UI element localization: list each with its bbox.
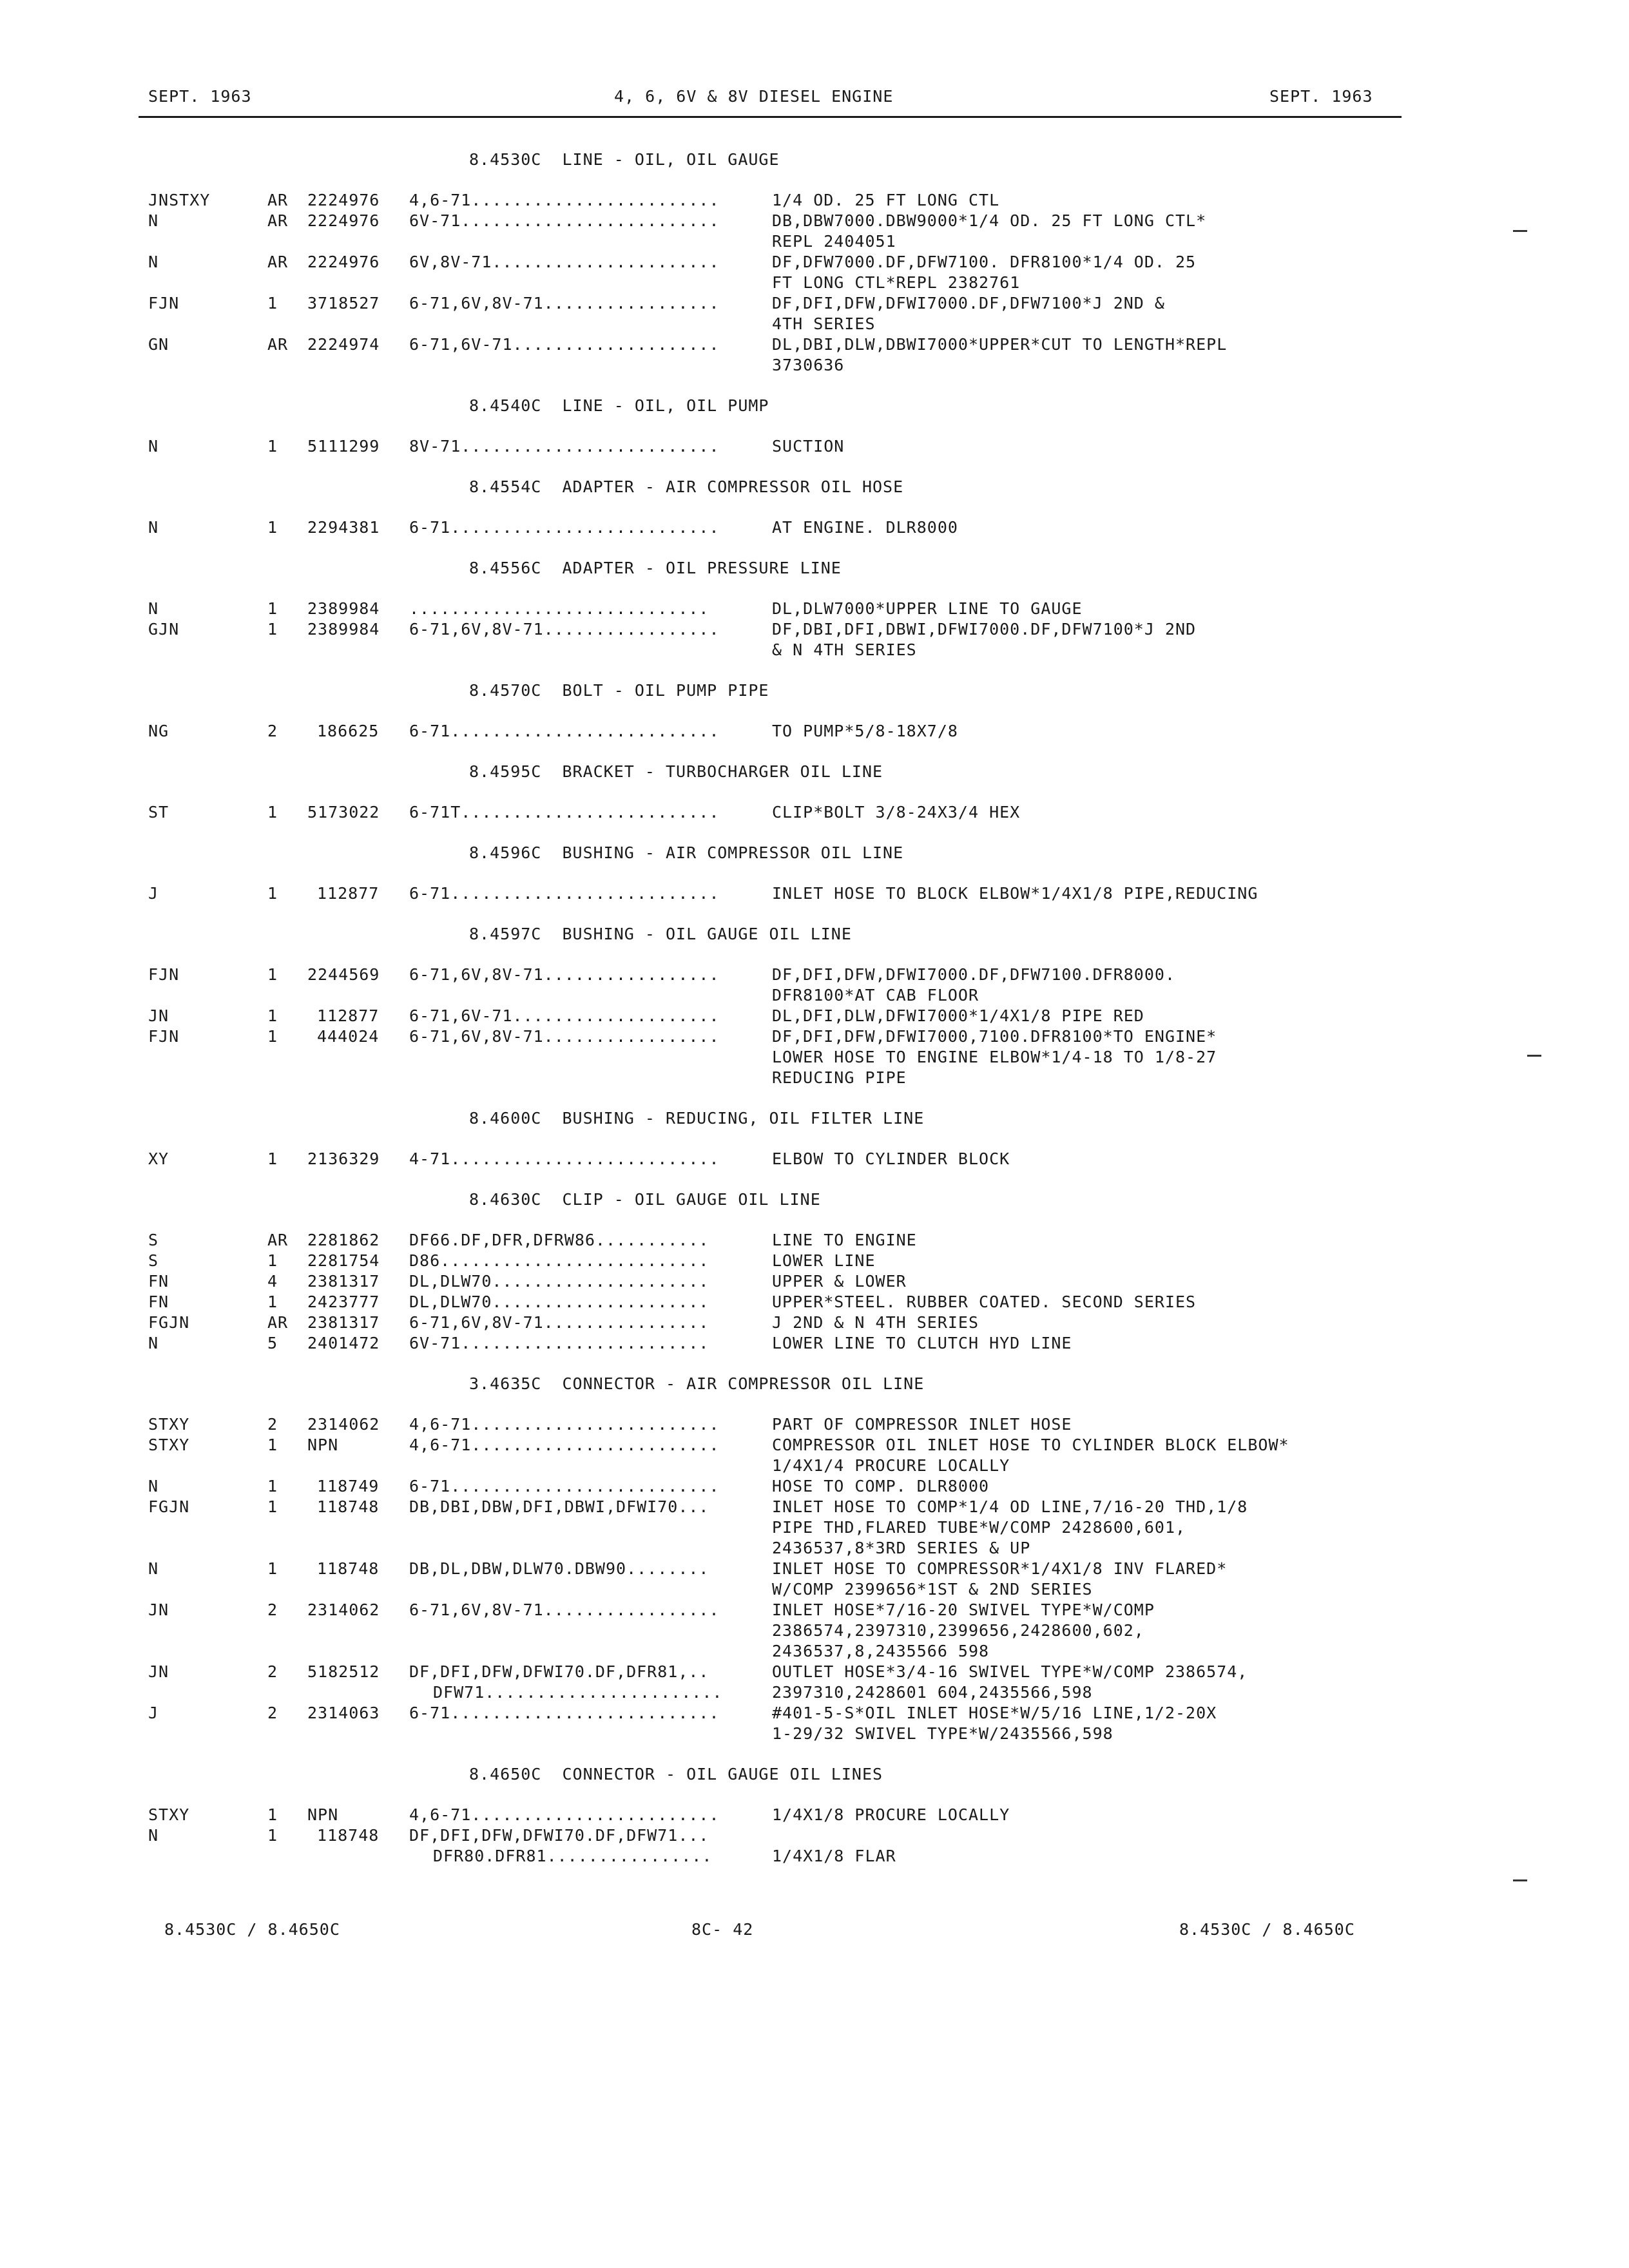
- part-description: OUTLET HOSE*3/4-16 SWIVEL TYPE*W/COMP 2386574,: [772, 1662, 1248, 1681]
- quantity: AR: [267, 253, 289, 271]
- part-number: 2281862: [307, 1231, 380, 1249]
- part-description: LINE TO ENGINE: [772, 1231, 917, 1249]
- usage-code: JNSTXY: [148, 191, 211, 209]
- footer-range-left: 8.4530C / 8.4650C: [164, 1920, 340, 1939]
- usage-code: FN: [148, 1293, 169, 1311]
- margin-mark: [1527, 1055, 1541, 1057]
- part-description-continued: REDUCING PIPE: [772, 1068, 907, 1087]
- description-continuation: [0, 640, 1629, 660]
- usage-code: N: [148, 253, 159, 271]
- part-number: 112877: [317, 884, 380, 903]
- section-spacer: [0, 904, 1629, 924]
- part-description-continued: PIPE THD,FLARED TUBE*W/COMP 2428600,601,: [772, 1518, 1186, 1537]
- quantity: 1: [267, 884, 278, 903]
- usage-code: FGJN: [148, 1497, 190, 1516]
- part-number: 2224976: [307, 253, 380, 271]
- usage-code: GN: [148, 335, 169, 354]
- part-description: DF,DBI,DFI,DBWI,DFWI7000.DF,DFW7100*J 2ND: [772, 620, 1197, 639]
- part-number: 2381317: [307, 1313, 380, 1332]
- description-continuation: [0, 355, 1629, 376]
- part-number: 118749: [317, 1477, 380, 1495]
- parts-row: [0, 965, 1629, 985]
- part-description-continued: 1/4X1/8 FLAR: [772, 1847, 896, 1865]
- part-description: UPPER & LOWER: [772, 1272, 907, 1291]
- parts-row: [0, 334, 1629, 355]
- quantity: 1: [267, 620, 278, 639]
- model-application: 4,6-71........................: [409, 1415, 720, 1434]
- part-description-continued: FT LONG CTL*REPL 2382761: [772, 273, 1021, 292]
- parts-row: [0, 517, 1629, 538]
- quantity: 1: [267, 599, 278, 618]
- quantity: 1: [267, 965, 278, 984]
- usage-code: S: [148, 1251, 159, 1270]
- model-application: DL,DLW70.....................: [409, 1293, 709, 1311]
- margin-mark: [1513, 230, 1527, 232]
- usage-code: XY: [148, 1149, 169, 1168]
- quantity: 1: [267, 294, 278, 312]
- quantity: 1: [267, 1559, 278, 1578]
- part-description: DL,DBI,DLW,DBWI7000*UPPER*CUT TO LENGTH*REPL: [772, 335, 1228, 354]
- part-description: DF,DFI,DFW,DFWI7000,7100.DFR8100*TO ENGINE*: [772, 1027, 1217, 1046]
- part-description: CLIP*BOLT 3/8-24X3/4 HEX: [772, 803, 1021, 822]
- part-number: NPN: [307, 1436, 339, 1454]
- parts-row: [0, 1435, 1629, 1456]
- parts-list: [0, 149, 1629, 1887]
- model-application: 6-71,6V,8V-71.................: [409, 965, 720, 984]
- usage-code: NG: [148, 722, 169, 740]
- part-description: INLET HOSE TO BLOCK ELBOW*1/4X1/8 PIPE,REDUCING: [772, 884, 1258, 903]
- parts-row: [0, 1230, 1629, 1251]
- quantity: 1: [267, 1826, 278, 1845]
- quantity: 5: [267, 1334, 278, 1352]
- section-title: 8.4596C BUSHING - AIR COMPRESSOR OIL LINE: [469, 843, 904, 862]
- quantity: 1: [267, 1293, 278, 1311]
- quantity: 2: [267, 722, 278, 740]
- parts-row: [0, 436, 1629, 457]
- usage-code: S: [148, 1231, 159, 1249]
- part-description: J 2ND & N 4TH SERIES: [772, 1313, 979, 1332]
- part-number: 2224976: [307, 211, 380, 230]
- part-description: #401-5-S*OIL INLET HOSE*W/5/16 LINE,1/2-20X: [772, 1704, 1217, 1722]
- quantity: 2: [267, 1600, 278, 1619]
- section-title: 8.4630C CLIP - OIL GAUGE OIL LINE: [469, 1190, 821, 1209]
- part-number: 3718527: [307, 294, 380, 312]
- description-continuation: [0, 1579, 1629, 1600]
- parts-row-continuation: [0, 1846, 1629, 1867]
- parts-section: [0, 149, 1629, 396]
- model-application: 6-71,6V-71....................: [409, 335, 720, 354]
- part-number: 2389984: [307, 620, 380, 639]
- quantity: 1: [267, 437, 278, 456]
- model-application-continued: DFW71.......................: [433, 1683, 723, 1702]
- quantity: 1: [267, 1006, 278, 1025]
- model-application: 6-71..........................: [409, 1704, 720, 1722]
- description-continuation: [0, 1456, 1629, 1476]
- usage-code: STXY: [148, 1415, 190, 1434]
- model-application: 6-71T.........................: [409, 803, 720, 822]
- quantity: 1: [267, 1149, 278, 1168]
- quantity: 4: [267, 1272, 278, 1291]
- section-title: 8.4556C ADAPTER - OIL PRESSURE LINE: [469, 559, 842, 577]
- parts-row: [0, 721, 1629, 742]
- parts-row: [0, 1026, 1629, 1047]
- parts-row: [0, 211, 1629, 231]
- section-spacer: [0, 1088, 1629, 1108]
- parts-row: [0, 1662, 1629, 1682]
- usage-code: N: [148, 437, 159, 456]
- parts-row: [0, 1333, 1629, 1354]
- section-spacer: [0, 1744, 1629, 1764]
- part-description: PART OF COMPRESSOR INLET HOSE: [772, 1415, 1072, 1434]
- usage-code: JN: [148, 1600, 169, 1619]
- quantity: AR: [267, 191, 289, 209]
- usage-code: STXY: [148, 1436, 190, 1454]
- description-continuation: [0, 231, 1629, 252]
- part-description-continued: REPL 2404051: [772, 232, 896, 251]
- usage-code: ST: [148, 803, 169, 822]
- footer-page-number: 8C- 42: [691, 1920, 754, 1939]
- section-title: 8.4530C LINE - OIL, OIL GAUGE: [469, 150, 780, 169]
- usage-code: N: [148, 1826, 159, 1845]
- parts-row: [0, 599, 1629, 619]
- model-application: DB,DBI,DBW,DFI,DBWI,DFWI70...: [409, 1497, 709, 1516]
- quantity: 2: [267, 1415, 278, 1434]
- part-number: 5173022: [307, 803, 380, 822]
- model-application: 6-71..........................: [409, 1477, 720, 1495]
- model-application: 6V,8V-71......................: [409, 253, 720, 271]
- parts-row: [0, 1497, 1629, 1517]
- part-number: 2224976: [307, 191, 380, 209]
- description-continuation: [0, 1538, 1629, 1559]
- section-spacer: [0, 457, 1629, 477]
- part-description: LOWER LINE TO CLUTCH HYD LINE: [772, 1334, 1072, 1352]
- section-spacer: [0, 660, 1629, 680]
- part-number: 2401472: [307, 1334, 380, 1352]
- parts-row: [0, 1476, 1629, 1497]
- model-application: DF,DFI,DFW,DFWI70.DF,DFW71...: [409, 1826, 709, 1845]
- parts-section: [0, 1764, 1629, 1887]
- quantity: 1: [267, 1805, 278, 1824]
- part-description: AT ENGINE. DLR8000: [772, 518, 958, 537]
- part-description-continued: DFR8100*AT CAB FLOOR: [772, 986, 979, 1004]
- part-description: COMPRESSOR OIL INLET HOSE TO CYLINDER BLOCK ELBOW*: [772, 1436, 1289, 1454]
- usage-code: N: [148, 1334, 159, 1352]
- model-application: 4,6-71........................: [409, 1805, 720, 1824]
- part-description: INLET HOSE*7/16-20 SWIVEL TYPE*W/COMP: [772, 1600, 1155, 1619]
- model-application: DF,DFI,DFW,DFWI70.DF,DFR81,..: [409, 1662, 709, 1681]
- section-spacer: [0, 742, 1629, 762]
- part-number: 118748: [317, 1559, 380, 1578]
- part-number: 2314063: [307, 1704, 380, 1722]
- parts-section: [0, 477, 1629, 558]
- header-title: 4, 6, 6V & 8V DIESEL ENGINE: [614, 87, 894, 106]
- part-description: UPPER*STEEL. RUBBER COATED. SECOND SERIES: [772, 1293, 1197, 1311]
- parts-section: [0, 924, 1629, 1108]
- model-application: 6-71,6V-71....................: [409, 1006, 720, 1025]
- usage-code: J: [148, 884, 159, 903]
- section-spacer: [0, 823, 1629, 843]
- model-application: D86..........................: [409, 1251, 709, 1270]
- part-description: SUCTION: [772, 437, 845, 456]
- description-continuation: [0, 1724, 1629, 1744]
- part-description-continued: 2397310,2428601 604,2435566,598: [772, 1683, 1093, 1702]
- model-application: 6-71..........................: [409, 722, 720, 740]
- section-title: 8.4540C LINE - OIL, OIL PUMP: [469, 396, 769, 415]
- model-application: DL,DLW70.....................: [409, 1272, 709, 1291]
- margin-mark: [1513, 1879, 1527, 1881]
- description-continuation: [0, 1068, 1629, 1088]
- part-number: 2244569: [307, 965, 380, 984]
- part-description-continued: 2436537,8,2435566 598: [772, 1642, 990, 1660]
- usage-code: N: [148, 1559, 159, 1578]
- header-rule: [139, 116, 1402, 118]
- usage-code: JN: [148, 1006, 169, 1025]
- quantity: 1: [267, 1497, 278, 1516]
- description-continuation: [0, 1517, 1629, 1538]
- part-description: INLET HOSE TO COMP*1/4 OD LINE,7/16-20 THD,1/8: [772, 1497, 1248, 1516]
- model-application: DF66.DF,DFR,DFRW86...........: [409, 1231, 709, 1249]
- parts-row: [0, 1703, 1629, 1724]
- parts-row: [0, 1312, 1629, 1333]
- parts-row: [0, 1251, 1629, 1271]
- part-description-continued: 2386574,2397310,2399656,2428600,602,: [772, 1621, 1144, 1640]
- model-application: 6-71,6V,8V-71.................: [409, 294, 720, 312]
- section-spacer: [0, 538, 1629, 558]
- usage-code: J: [148, 1704, 159, 1722]
- section-spacer: [0, 1354, 1629, 1374]
- parts-section: [0, 843, 1629, 924]
- part-number: 2381317: [307, 1272, 380, 1291]
- usage-code: FJN: [148, 294, 180, 312]
- parts-row: [0, 619, 1629, 640]
- parts-row: [0, 293, 1629, 314]
- part-description-continued: 3730636: [772, 356, 845, 374]
- model-application: 6-71,6V,8V-71.................: [409, 1027, 720, 1046]
- part-description: DF,DFI,DFW,DFWI7000.DF,DFW7100*J 2ND &: [772, 294, 1165, 312]
- usage-code: GJN: [148, 620, 180, 639]
- part-description: LOWER LINE: [772, 1251, 876, 1270]
- quantity: AR: [267, 1313, 289, 1332]
- parts-row: [0, 1805, 1629, 1825]
- section-title: 8.4597C BUSHING - OIL GAUGE OIL LINE: [469, 925, 852, 943]
- part-description: ELBOW TO CYLINDER BLOCK: [772, 1149, 1010, 1168]
- part-number: 2389984: [307, 599, 380, 618]
- parts-section: [0, 1189, 1629, 1374]
- model-application: 8V-71.........................: [409, 437, 720, 456]
- quantity: 1: [267, 1027, 278, 1046]
- section-title: 8.4600C BUSHING - REDUCING, OIL FILTER LINE: [469, 1109, 925, 1128]
- usage-code: N: [148, 211, 159, 230]
- description-continuation: [0, 1620, 1629, 1641]
- model-application: 4,6-71........................: [409, 191, 720, 209]
- parts-row: [0, 1006, 1629, 1026]
- parts-row: [0, 802, 1629, 823]
- part-description: DF,DFW7000.DF,DFW7100. DFR8100*1/4 OD. 25: [772, 253, 1197, 271]
- section-title: 8.4570C BOLT - OIL PUMP PIPE: [469, 681, 769, 700]
- parts-section: [0, 1374, 1629, 1764]
- part-description-continued: 4TH SERIES: [772, 314, 876, 333]
- section-title: 8.4650C CONNECTOR - OIL GAUGE OIL LINES: [469, 1765, 883, 1783]
- part-number: 186625: [317, 722, 380, 740]
- section-spacer: [0, 1169, 1629, 1189]
- quantity: 2: [267, 1662, 278, 1681]
- part-description: DL,DFI,DLW,DFWI7000*1/4X1/8 PIPE RED: [772, 1006, 1144, 1025]
- parts-section: [0, 558, 1629, 680]
- part-number: 2294381: [307, 518, 380, 537]
- parts-row: [0, 252, 1629, 273]
- part-description: 1/4X1/8 PROCURE LOCALLY: [772, 1805, 1010, 1824]
- header-date-right: SEPT. 1963: [1269, 87, 1373, 106]
- part-description: TO PUMP*5/8-18X7/8: [772, 722, 958, 740]
- parts-row: [0, 190, 1629, 211]
- quantity: 1: [267, 1436, 278, 1454]
- quantity: 1: [267, 1251, 278, 1270]
- parts-section: [0, 762, 1629, 843]
- section-title: 8.4595C BRACKET - TURBOCHARGER OIL LINE: [469, 762, 883, 781]
- part-description: DF,DFI,DFW,DFWI7000.DF,DFW7100.DFR8000.: [772, 965, 1175, 984]
- model-application: 6-71..........................: [409, 884, 720, 903]
- description-continuation: [0, 273, 1629, 293]
- model-application: 4,6-71........................: [409, 1436, 720, 1454]
- parts-row: [0, 1414, 1629, 1435]
- part-number: 2136329: [307, 1149, 380, 1168]
- part-number: 2423777: [307, 1293, 380, 1311]
- model-application: 6V-71.........................: [409, 211, 720, 230]
- part-number: 444024: [317, 1027, 380, 1046]
- description-continuation: [0, 314, 1629, 334]
- section-spacer: [0, 376, 1629, 396]
- parts-row: [0, 1292, 1629, 1312]
- parts-row: [0, 1559, 1629, 1579]
- description-continuation: [0, 1047, 1629, 1068]
- quantity: AR: [267, 211, 289, 230]
- part-number: NPN: [307, 1805, 339, 1824]
- model-application: 6-71..........................: [409, 518, 720, 537]
- part-description-continued: & N 4TH SERIES: [772, 640, 917, 659]
- part-description-continued: 1-29/32 SWIVEL TYPE*W/2435566,598: [772, 1724, 1113, 1743]
- header-date-left: SEPT. 1963: [148, 87, 252, 106]
- part-number: 2281754: [307, 1251, 380, 1270]
- usage-code: JN: [148, 1662, 169, 1681]
- parts-section: [0, 680, 1629, 762]
- model-application: 6-71,6V,8V-71................: [409, 1313, 709, 1332]
- parts-section: [0, 396, 1629, 477]
- description-continuation: [0, 1641, 1629, 1662]
- model-application: 6-71,6V,8V-71.................: [409, 620, 720, 639]
- description-continuation: [0, 985, 1629, 1006]
- model-application: .............................: [409, 599, 709, 618]
- quantity: 1: [267, 803, 278, 822]
- part-description: 1/4 OD. 25 FT LONG CTL: [772, 191, 1000, 209]
- usage-code: FJN: [148, 1027, 180, 1046]
- usage-code: N: [148, 518, 159, 537]
- parts-row: [0, 883, 1629, 904]
- quantity: 2: [267, 1704, 278, 1722]
- part-number: 2314062: [307, 1600, 380, 1619]
- part-description-continued: 2436537,8*3RD SERIES & UP: [772, 1539, 1031, 1557]
- quantity: 1: [267, 1477, 278, 1495]
- usage-code: FN: [148, 1272, 169, 1291]
- parts-row-continuation: [0, 1682, 1629, 1703]
- parts-section: [0, 1108, 1629, 1189]
- parts-row: [0, 1149, 1629, 1169]
- part-number: 2314062: [307, 1415, 380, 1434]
- section-spacer: [0, 1867, 1629, 1887]
- usage-code: FJN: [148, 965, 180, 984]
- model-application-continued: DFR80.DFR81................: [433, 1847, 713, 1865]
- parts-row: [0, 1600, 1629, 1620]
- part-description-continued: W/COMP 2399656*1ST & 2ND SERIES: [772, 1580, 1093, 1599]
- part-description-continued: LOWER HOSE TO ENGINE ELBOW*1/4-18 TO 1/8-27: [772, 1048, 1217, 1066]
- usage-code: N: [148, 1477, 159, 1495]
- part-description: DB,DBW7000.DBW9000*1/4 OD. 25 FT LONG CTL*: [772, 211, 1207, 230]
- parts-row: [0, 1825, 1629, 1846]
- quantity: 1: [267, 518, 278, 537]
- model-application: 6V-71........................: [409, 1334, 709, 1352]
- quantity: AR: [267, 1231, 289, 1249]
- model-application: 4-71..........................: [409, 1149, 720, 1168]
- parts-row: [0, 1271, 1629, 1292]
- part-number: 112877: [317, 1006, 380, 1025]
- usage-code: FGJN: [148, 1313, 190, 1332]
- section-title: 3.4635C CONNECTOR - AIR COMPRESSOR OIL LINE: [469, 1374, 925, 1393]
- part-number: 2224974: [307, 335, 380, 354]
- model-application: DB,DL,DBW,DLW70.DBW90........: [409, 1559, 709, 1578]
- part-description-continued: 1/4X1/4 PROCURE LOCALLY: [772, 1456, 1010, 1475]
- model-application: 6-71,6V,8V-71.................: [409, 1600, 720, 1619]
- part-number: 118748: [317, 1826, 380, 1845]
- usage-code: N: [148, 599, 159, 618]
- part-number: 118748: [317, 1497, 380, 1516]
- footer-range-right: 8.4530C / 8.4650C: [1179, 1920, 1355, 1939]
- usage-code: STXY: [148, 1805, 190, 1824]
- section-title: 8.4554C ADAPTER - AIR COMPRESSOR OIL HOSE: [469, 477, 904, 496]
- part-number: 5182512: [307, 1662, 380, 1681]
- quantity: AR: [267, 335, 289, 354]
- part-description: HOSE TO COMP. DLR8000: [772, 1477, 990, 1495]
- part-number: 5111299: [307, 437, 380, 456]
- part-description: DL,DLW7000*UPPER LINE TO GAUGE: [772, 599, 1083, 618]
- part-description: INLET HOSE TO COMPRESSOR*1/4X1/8 INV FLARED*: [772, 1559, 1228, 1578]
